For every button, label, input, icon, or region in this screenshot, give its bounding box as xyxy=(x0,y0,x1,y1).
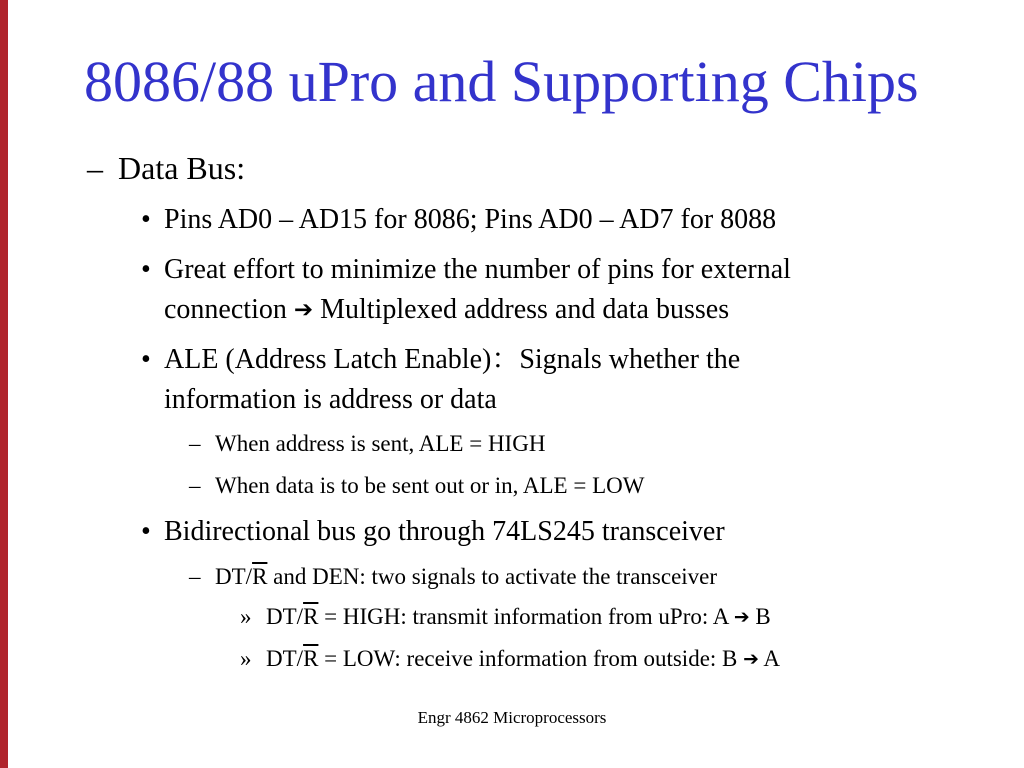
right-arrow-icon: ➔ xyxy=(293,297,314,323)
dtr-low-end: A xyxy=(758,646,781,671)
bullet-marker: • xyxy=(141,344,151,375)
dtr-den-text: and DEN: two signals to activate the transceiver xyxy=(267,564,718,589)
ale-high-item: When address is sent, ALE = HIGH xyxy=(215,431,546,456)
section-heading: Data Bus: xyxy=(118,150,246,186)
r-overline-label: $\overline{R}$ xyxy=(303,646,319,671)
bullet-marker: • xyxy=(141,204,151,235)
dt-label: DT/ xyxy=(266,604,304,629)
dtr-high-text: = HIGH: transmit information from uPro: A xyxy=(318,604,734,629)
ale-low-item: When data is to be sent out or in, ALE = LOW xyxy=(215,473,645,498)
dtr-high-end: B xyxy=(749,604,771,629)
r-overline-label: $\overline{R}$ xyxy=(303,604,319,629)
sub-dash-marker: – xyxy=(189,564,201,589)
sub-dash-marker: – xyxy=(189,473,201,498)
detail-marker: » xyxy=(240,646,252,671)
dtr-low-text: = LOW: receive information from outside: B xyxy=(318,646,744,671)
bullet-ale-line1: ALE (Address Latch Enable)：Signals whether the xyxy=(164,344,741,375)
bullet-minimize-pins-line1: Great effort to minimize the number of pins for external xyxy=(164,254,791,285)
dt-label: DT/ xyxy=(215,564,253,589)
bullet-bidirectional: Bidirectional bus go through 74LS245 transceiver xyxy=(164,516,725,547)
bullet-marker: • xyxy=(141,254,151,285)
heading-dash-marker: – xyxy=(87,150,103,186)
slide-title: 8086/88 uPro and Supporting Chips xyxy=(84,49,919,114)
bullet-ale-line2: information is address or data xyxy=(164,384,497,415)
bullet-minimize-pins-line2 xyxy=(164,293,729,327)
bullet-pins: Pins AD0 – AD15 for 8086; Pins AD0 – AD7 for 8088 xyxy=(164,204,777,235)
dtr-high-item xyxy=(266,603,771,631)
r-overline-label: $\overline{R}$ xyxy=(252,564,268,589)
right-arrow-icon: ➔ xyxy=(733,606,750,629)
bullet-marker: • xyxy=(141,516,151,547)
dtr-den-item xyxy=(215,563,717,591)
dt-label: DT/ xyxy=(266,646,304,671)
multiplexed-text: Multiplexed address and data busses xyxy=(320,294,730,326)
dtr-low-item xyxy=(266,645,780,673)
sub-dash-marker: – xyxy=(189,431,201,456)
accent-bar xyxy=(0,0,8,768)
detail-marker: » xyxy=(240,604,252,629)
right-arrow-icon: ➔ xyxy=(743,648,759,671)
connection-text: connection xyxy=(164,294,287,326)
slide-footer: Engr 4862 Microprocessors xyxy=(417,708,607,727)
